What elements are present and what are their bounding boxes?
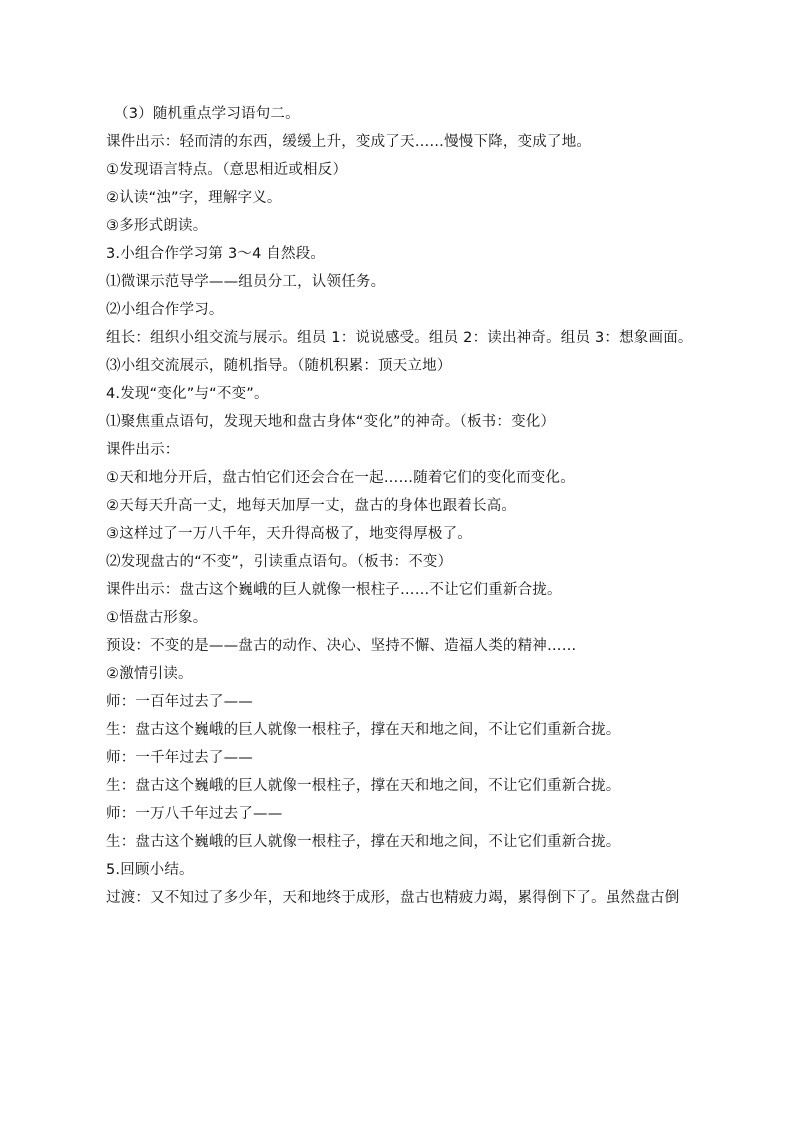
text-line: ③这样过了一万八千年，天升得高极了，地变得厚极了。 [106,526,472,542]
section-heading: 3.小组合作学习第 3～4 自然段。 [106,246,326,262]
text-line: 师：一千年过去了—— [106,750,253,766]
text-line: 生：盘古这个巍峨的巨人就像一根柱子，撑在天和地之间，不让它们重新合拢。 [106,722,621,738]
text-line: 师：一百年过去了—— [106,694,253,710]
text-line: ⑵小组合作学习。 [106,302,224,318]
section-heading: 4.发现“变化”与“不变”。 [106,386,269,402]
text-line: 课件出示：盘古这个巍峨的巨人就像一根柱子……不让它们重新合拢。 [106,582,562,598]
text-line: ③多形式朗读。 [106,218,208,234]
text-line: 组长：组织小组交流与展示。组员 1：说说感受。组员 2：读出神奇。组员 3：想象画面。 [106,330,693,346]
text-line: ②激情引读。 [106,666,193,682]
text-line: 课件出示： [106,442,180,458]
text-line: ⑶小组交流展示，随机指导。（随机积累：顶天立地） [106,358,452,374]
text-line: 生：盘古这个巍峨的巨人就像一根柱子，撑在天和地之间，不让它们重新合拢。 [106,834,621,850]
text-line: ②认读“浊”字，理解字义。 [106,190,282,206]
text-line: 课件出示：轻而清的东西，缓缓上升，变成了天……慢慢下降，变成了地。 [106,134,592,150]
text-line: ①发现语言特点。（意思相近或相反） [106,162,348,178]
text-line: ②天每天升高一丈，地每天加厚一丈，盘古的身体也跟着长高。 [106,498,517,514]
text-line: ⑴微课示范导学——组员分工，认领任务。 [106,274,386,290]
text-line: ⑵发现盘古的“不变”，引读重点语句。（板书：不变） [106,554,453,570]
section-heading: 5.回顾小结。 [106,862,194,878]
text-line: 过渡：又不知过了多少年，天和地终于成形，盘古也精疲力竭，累得倒下了。虽然盘古倒 [106,890,680,906]
text-line: ①悟盘古形象。 [106,610,208,626]
text-line: 师：一万八千年过去了—— [106,806,283,822]
text-line: 生：盘古这个巍峨的巨人就像一根柱子，撑在天和地之间，不让它们重新合拢。 [106,778,621,794]
text-line: ①天和地分开后，盘古怕它们还会合在一起……随着它们的变化而变化。 [106,470,575,486]
text-line: ⑴聚焦重点语句，发现天地和盘古身体“变化”的神奇。（板书：变化） [106,414,556,430]
text-line: 预设：不变的是——盘古的动作、决心、坚持不懈、造福人类的精神…… [106,638,577,654]
document-body [106,100,736,912]
text-line: （3）随机重点学习语句二。 [114,106,300,122]
